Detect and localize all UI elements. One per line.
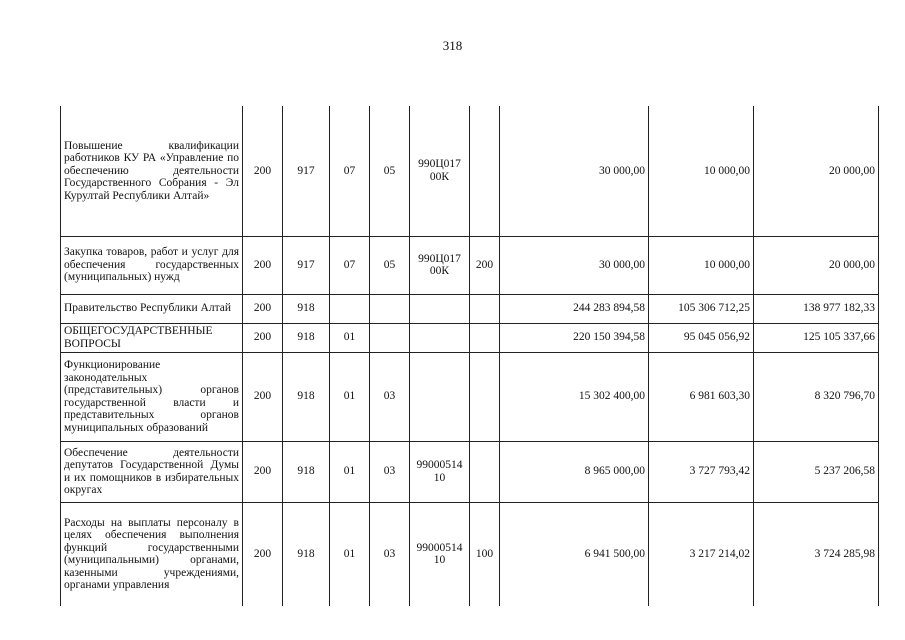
row-name: Повышение квалификации работников КУ РА «Управление по обеспечению деятельности Государственного Собрания - Эл Курултай Республики Алтай»: [61, 106, 243, 236]
ministry-code: 918: [283, 323, 330, 352]
row-name: Закупка товаров, работ и услуг для обеспечения государственных (муниципальных) нужд: [61, 236, 243, 294]
table-row: [61, 236, 879, 294]
expense-type-code: 100: [470, 502, 500, 606]
expense-type-code: [470, 294, 500, 323]
subsection-code: 03: [370, 352, 410, 441]
table-row: [61, 323, 879, 352]
budget-code: 200: [243, 323, 283, 352]
subsection-code: [370, 323, 410, 352]
row-name: Функционирование законодательных (представительных) органов государственной власти и представительных органов муниципальных образований: [61, 352, 243, 441]
amount-2: 3 217 214,02: [649, 502, 754, 606]
row-name: ОБЩЕГОСУДАРСТВЕННЫЕ ВОПРОСЫ: [61, 323, 243, 352]
amount-1: 8 965 000,00: [500, 441, 649, 502]
row-name: Обеспечение деятельности депутатов Государственной Думы и их помощников в избирательных округах: [61, 441, 243, 502]
amount-1: 6 941 500,00: [500, 502, 649, 606]
section-code: [330, 294, 370, 323]
expense-type-code: [470, 106, 500, 236]
section-code: 07: [330, 106, 370, 236]
expense-type-code: [470, 441, 500, 502]
subsection-code: [370, 294, 410, 323]
expense-type-code: 200: [470, 236, 500, 294]
amount-3: 125 105 337,66: [754, 323, 879, 352]
amount-1: 30 000,00: [500, 236, 649, 294]
ministry-code: 917: [283, 106, 330, 236]
budget-code: 200: [243, 294, 283, 323]
amount-2: 10 000,00: [649, 236, 754, 294]
amount-1: 30 000,00: [500, 106, 649, 236]
amount-2: 105 306 712,25: [649, 294, 754, 323]
target-article-code: [410, 323, 470, 352]
table-row: [61, 502, 879, 606]
subsection-code: 03: [370, 441, 410, 502]
section-code: 01: [330, 441, 370, 502]
row-name: Расходы на выплаты персоналу в целях обеспечения выполнения функций государственными (муниципальными) органами, казенными учреждениями, органами управления: [61, 502, 243, 606]
budget-table: [60, 106, 879, 606]
expense-type-code: [470, 323, 500, 352]
budget-code: 200: [243, 502, 283, 606]
budget-code: 200: [243, 352, 283, 441]
ministry-code: 918: [283, 502, 330, 606]
table-row: [61, 441, 879, 502]
target-article-code: 990Ц01700К: [410, 106, 470, 236]
table-body: [61, 106, 879, 606]
amount-3: 8 320 796,70: [754, 352, 879, 441]
target-article-code: 9900051410: [410, 502, 470, 606]
section-code: 01: [330, 323, 370, 352]
ministry-code: 918: [283, 352, 330, 441]
amount-2: 3 727 793,42: [649, 441, 754, 502]
amount-1: 244 283 894,58: [500, 294, 649, 323]
target-article-code: [410, 352, 470, 441]
ministry-code: 917: [283, 236, 330, 294]
amount-3: 5 237 206,58: [754, 441, 879, 502]
subsection-code: 05: [370, 236, 410, 294]
budget-code: 200: [243, 106, 283, 236]
target-article-code: 990Ц01700К: [410, 236, 470, 294]
subsection-code: 05: [370, 106, 410, 236]
subsection-code: 03: [370, 502, 410, 606]
amount-3: 20 000,00: [754, 236, 879, 294]
amount-2: 6 981 603,30: [649, 352, 754, 441]
amount-2: 10 000,00: [649, 106, 754, 236]
target-article-code: 9900051410: [410, 441, 470, 502]
ministry-code: 918: [283, 294, 330, 323]
expense-type-code: [470, 352, 500, 441]
section-code: 01: [330, 352, 370, 441]
budget-code: 200: [243, 236, 283, 294]
page-number: 318: [442, 38, 463, 53]
amount-3: 20 000,00: [754, 106, 879, 236]
target-article-code: [410, 294, 470, 323]
amount-3: 138 977 182,33: [754, 294, 879, 323]
row-name: Правительство Республики Алтай: [61, 294, 243, 323]
table-row: [61, 352, 879, 441]
amount-3: 3 724 285,98: [754, 502, 879, 606]
amount-1: 15 302 400,00: [500, 352, 649, 441]
amount-1: 220 150 394,58: [500, 323, 649, 352]
ministry-code: 918: [283, 441, 330, 502]
amount-2: 95 045 056,92: [649, 323, 754, 352]
table-row: [61, 106, 879, 236]
section-code: 07: [330, 236, 370, 294]
section-code: 01: [330, 502, 370, 606]
table-row: [61, 294, 879, 323]
budget-code: 200: [243, 441, 283, 502]
